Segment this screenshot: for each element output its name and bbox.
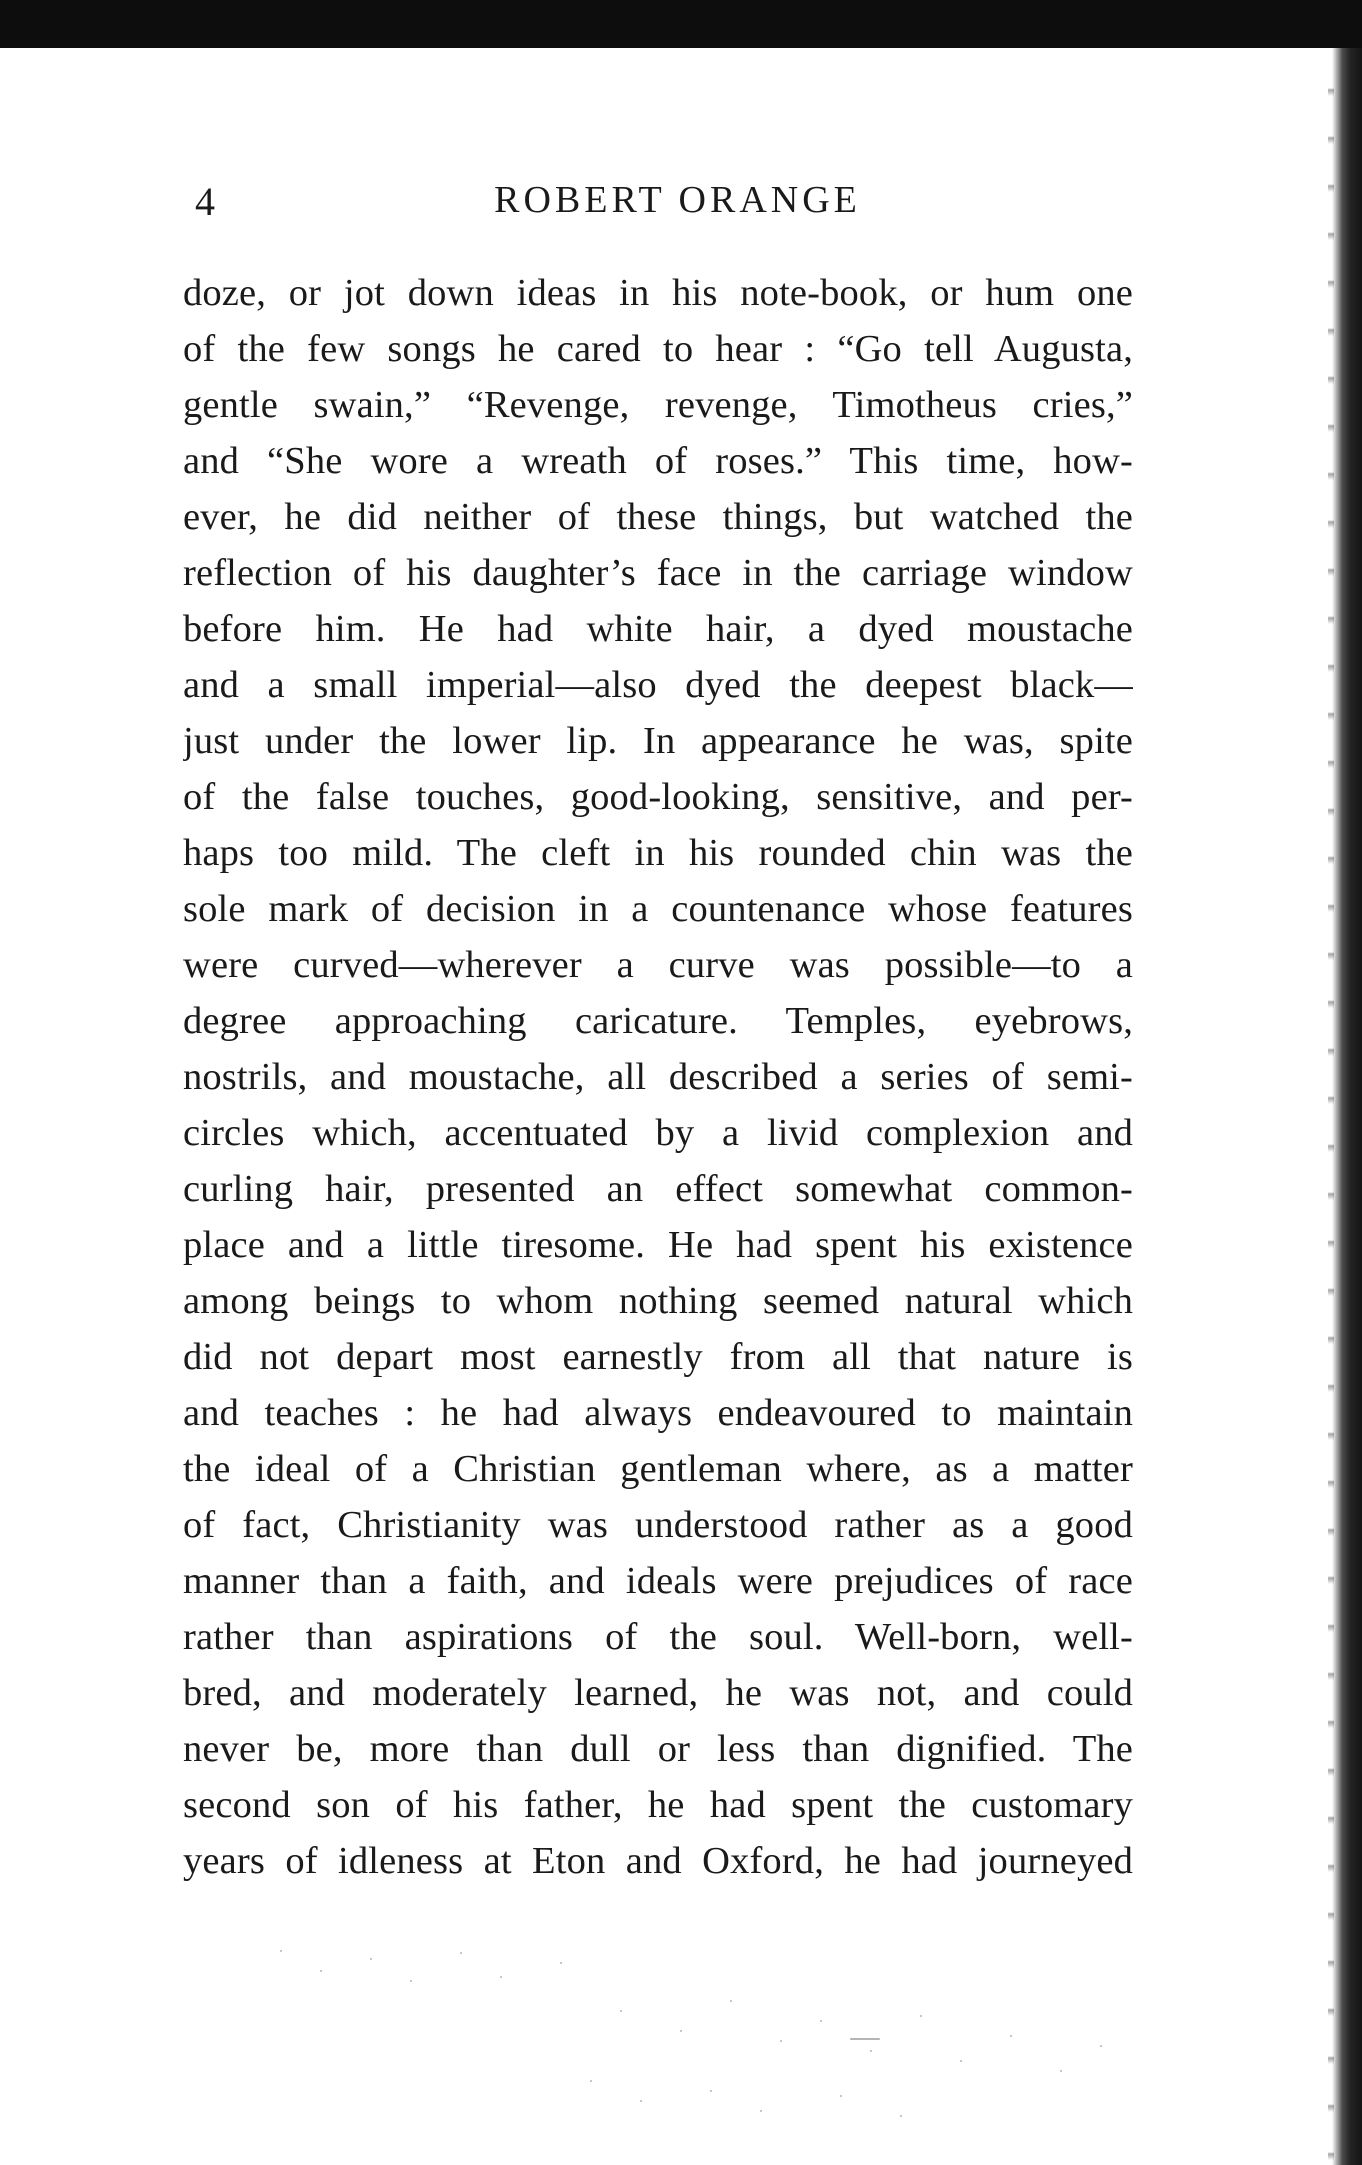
text-line: of the false touches, good-looking, sensitive, and per- <box>183 776 1133 818</box>
scan-top-border <box>0 0 1362 48</box>
text-line: did not depart most earnestly from all that nature is <box>183 1336 1133 1378</box>
text-line: degree approaching caricature. Temples, eyebrows, <box>183 1000 1133 1042</box>
text-line: haps too mild. The cleft in his rounded chin was the <box>183 832 1133 874</box>
text-line: among beings to whom nothing seemed natural which <box>183 1280 1133 1322</box>
text-line: second son of his father, he had spent the customary <box>183 1784 1133 1826</box>
text-line: and a small imperial—also dyed the deepest black— <box>183 664 1133 706</box>
text-line: and “She wore a wreath of roses.” This time, how- <box>183 440 1133 482</box>
text-line: manner than a faith, and ideals were prejudices of race <box>183 1560 1133 1602</box>
text-line: rather than aspirations of the soul. Well-born, well- <box>183 1616 1133 1658</box>
text-line: place and a little tiresome. He had spent his existence <box>183 1224 1133 1266</box>
text-line: the ideal of a Christian gentleman where, as a matter <box>183 1448 1133 1490</box>
running-head <box>185 170 1130 230</box>
page-number: 4 <box>195 179 216 224</box>
scan-edge-noise <box>1328 48 1334 2165</box>
scan-right-edge <box>1332 48 1362 2165</box>
text-line: never be, more than dull or less than dignified. The <box>183 1728 1133 1770</box>
text-line: of fact, Christianity was understood rather as a good <box>183 1504 1133 1546</box>
text-line: curling hair, presented an effect somewhat common- <box>183 1168 1133 1210</box>
text-line: and teaches : he had always endeavoured to maintain <box>183 1392 1133 1434</box>
text-line: nostrils, and moustache, all described a series of semi- <box>183 1056 1133 1098</box>
text-line: just under the lower lip. In appearance he was, spite <box>183 720 1133 762</box>
body-text <box>183 265 1133 1889</box>
scan-speckles <box>260 1940 1160 2140</box>
text-line: ever, he did neither of these things, but watched the <box>183 496 1133 538</box>
text-line: before him. He had white hair, a dyed moustache <box>183 608 1133 650</box>
text-line: bred, and moderately learned, he was not, and could <box>183 1672 1133 1714</box>
text-line: sole mark of decision in a countenance whose features <box>183 888 1133 930</box>
text-line: years of idleness at Eton and Oxford, he had journeyed <box>183 1840 1133 1882</box>
text-line: were curved—wherever a curve was possible—to a <box>183 944 1133 986</box>
text-line: doze, or jot down ideas in his note-book, or hum one <box>183 272 1133 314</box>
text-line: gentle swain,” “Revenge, revenge, Timotheus cries,” <box>183 384 1133 426</box>
text-line: reflection of his daughter’s face in the carriage window <box>183 552 1133 594</box>
text-line: of the few songs he cared to hear : “Go tell Augusta, <box>183 328 1133 370</box>
book-title: ROBERT ORANGE <box>494 179 861 221</box>
text-line: circles which, accentuated by a livid complexion and <box>183 1112 1133 1154</box>
